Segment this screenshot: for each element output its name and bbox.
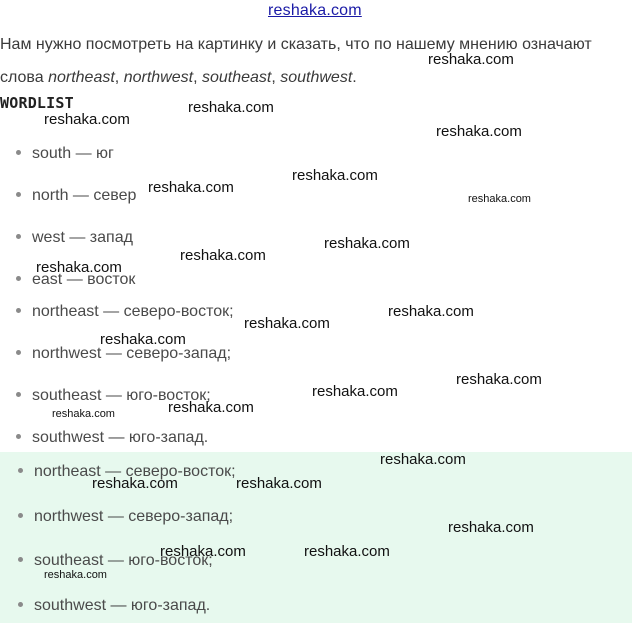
- watermark: reshaka.com: [436, 123, 522, 140]
- watermark: reshaka.com: [52, 408, 115, 420]
- watermark: reshaka.com: [148, 179, 234, 196]
- wordlist-heading: WORDLIST: [0, 94, 74, 112]
- watermark: reshaka.com: [160, 543, 246, 560]
- list-item: [16, 145, 114, 163]
- watermark: reshaka.com: [44, 569, 107, 581]
- answer-item: [18, 597, 210, 615]
- watermark: reshaka.com: [456, 371, 542, 388]
- intro-paragraph: [0, 28, 632, 94]
- watermark: reshaka.com: [180, 247, 266, 264]
- intro-text: Нам нужно посмотреть на картинку и сказать, что по нашему мнению означают слова: [0, 36, 592, 86]
- watermark: reshaka.com: [168, 399, 254, 416]
- bullet-icon: [18, 557, 23, 562]
- watermark: reshaka.com: [428, 51, 514, 68]
- intro-word-northwest: northwest: [123, 69, 194, 86]
- bullet-icon: [18, 468, 23, 473]
- site-link[interactable]: reshaka.com: [268, 2, 362, 19]
- list-item-text: southeast — юго-восток;: [32, 387, 211, 404]
- watermark: reshaka.com: [188, 99, 274, 116]
- list-item-text: north — север: [32, 187, 137, 204]
- intro-separator: ,: [114, 69, 124, 86]
- bullet-icon: [16, 234, 21, 239]
- intro-word-northeast: northeast: [48, 69, 115, 86]
- bullet-icon: [16, 308, 21, 313]
- watermark: reshaka.com: [468, 193, 531, 205]
- watermark: reshaka.com: [44, 111, 130, 128]
- watermark: reshaka.com: [448, 519, 534, 536]
- watermark: reshaka.com: [236, 475, 322, 492]
- watermark: reshaka.com: [388, 303, 474, 320]
- list-item-text: northeast — северо-восток;: [32, 303, 234, 320]
- list-item-text: south — юг: [32, 145, 114, 162]
- answer-item-text: southwest — юго-запад.: [34, 597, 211, 614]
- bullet-icon: [18, 602, 23, 607]
- list-item: [16, 187, 136, 205]
- watermark: reshaka.com: [324, 235, 410, 252]
- answer-item-text: southeast — юго-восток;: [34, 552, 213, 569]
- intro-separator: ,: [193, 69, 202, 86]
- watermark: reshaka.com: [312, 383, 398, 400]
- bullet-icon: [16, 434, 21, 439]
- watermark: reshaka.com: [100, 331, 186, 348]
- bullet-icon: [16, 192, 21, 197]
- watermark: reshaka.com: [92, 475, 178, 492]
- watermark: reshaka.com: [292, 167, 378, 184]
- intro-word-southeast: southeast: [201, 69, 272, 86]
- list-item: [16, 303, 234, 321]
- bullet-icon: [16, 276, 21, 281]
- bullet-icon: [18, 513, 23, 518]
- watermark: reshaka.com: [244, 315, 330, 332]
- bullet-icon: [16, 350, 21, 355]
- intro-end: .: [352, 69, 357, 86]
- intro-word-southwest: southwest: [280, 69, 353, 86]
- list-item: [16, 229, 133, 247]
- intro-separator: ,: [271, 69, 281, 86]
- list-item-text: southwest — юго-запад.: [32, 429, 209, 446]
- watermark: reshaka.com: [380, 451, 466, 468]
- list-item-text: west — запад: [32, 229, 133, 246]
- list-item-text: east — восток: [32, 271, 136, 288]
- list-item-text: northwest — северо-запад;: [32, 345, 232, 362]
- bullet-icon: [16, 392, 21, 397]
- list-item: [16, 429, 208, 447]
- watermark: reshaka.com: [36, 259, 122, 276]
- answer-item-text: northwest — северо-запад;: [34, 508, 234, 525]
- answer-item-text: northeast — северо-восток;: [34, 463, 236, 480]
- answer-item: [18, 508, 233, 526]
- bullet-icon: [16, 150, 21, 155]
- watermark: reshaka.com: [304, 543, 390, 560]
